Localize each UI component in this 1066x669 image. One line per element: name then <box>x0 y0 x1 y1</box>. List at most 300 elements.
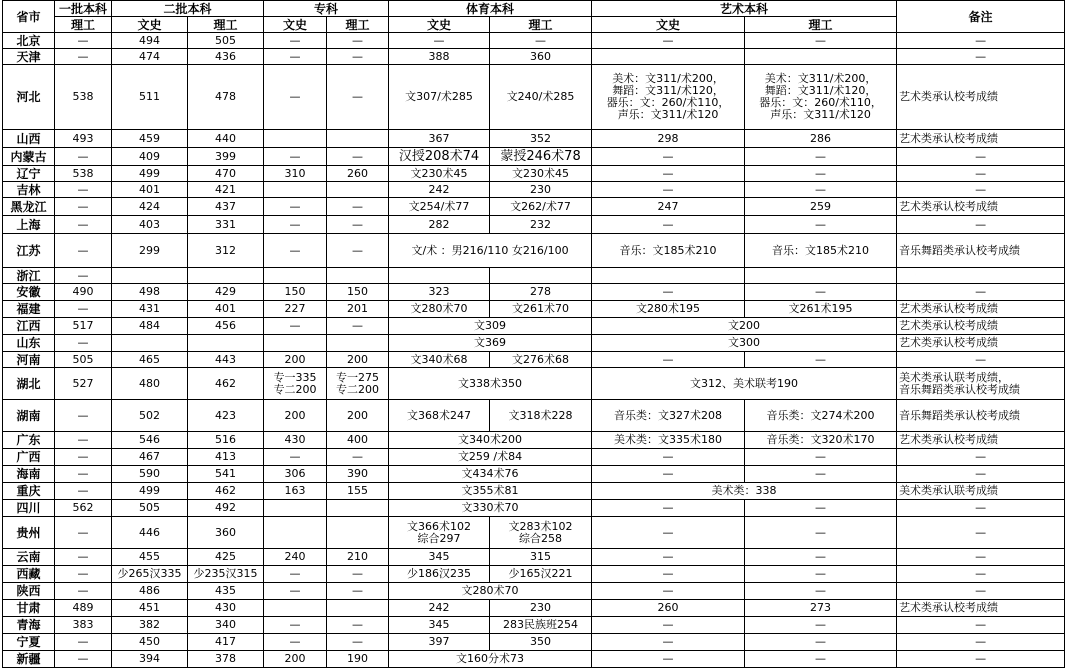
score-cell: — <box>592 352 745 368</box>
province-cell: 黑龙江 <box>3 198 55 216</box>
province-cell: 青海 <box>3 617 55 634</box>
score-cell: — <box>55 651 112 668</box>
score-cell <box>745 268 897 284</box>
score-cell: — <box>592 182 745 198</box>
score-cell: 278 <box>490 284 592 301</box>
subheader-ligong: 理工 <box>188 17 264 33</box>
score-cell: 文254/术77 <box>389 198 490 216</box>
score-cell <box>592 268 745 284</box>
table-row <box>3 216 1065 234</box>
score-cell: — <box>897 216 1065 234</box>
score-cell: 283民族班254 <box>490 617 592 634</box>
score-cell: — <box>55 198 112 216</box>
score-cell: 538 <box>55 166 112 182</box>
score-cell: — <box>327 49 389 65</box>
score-cell: 306 <box>264 466 327 483</box>
score-cell: — <box>745 466 897 483</box>
note-cell: 音乐舞蹈类承认校考成绩 <box>897 234 1065 268</box>
score-cell: — <box>55 148 112 166</box>
score-cell: — <box>592 651 745 668</box>
score-cell: 音乐类：文320术170 <box>745 432 897 449</box>
score-cell: 345 <box>389 617 490 634</box>
score-cell: 492 <box>188 500 264 517</box>
score-cell: — <box>55 549 112 566</box>
score-cell: 493 <box>55 130 112 148</box>
score-cell: 431 <box>112 301 188 318</box>
table-row <box>3 33 1065 49</box>
score-cell: 文366术102 综合297 <box>389 517 490 549</box>
province-cell: 湖南 <box>3 400 55 432</box>
score-cell: — <box>592 466 745 483</box>
score-cell: 298 <box>592 130 745 148</box>
score-cell: 文434术76 <box>389 466 592 483</box>
score-cell: 517 <box>55 318 112 335</box>
score-cell: 516 <box>188 432 264 449</box>
score-cell <box>327 335 389 352</box>
score-cell: 163 <box>264 483 327 500</box>
score-cell: — <box>897 517 1065 549</box>
score-cell: 340 <box>188 617 264 634</box>
score-cell: 少186汉235 <box>389 566 490 583</box>
score-cell: — <box>592 148 745 166</box>
score-cell: 文369 <box>389 335 592 352</box>
table-row <box>3 318 1065 335</box>
score-cell: 505 <box>55 352 112 368</box>
score-cell: 390 <box>327 466 389 483</box>
score-cell: — <box>55 466 112 483</box>
second-batch-header: 二批本科 <box>112 1 264 17</box>
score-cell: — <box>264 234 327 268</box>
score-cell <box>264 182 327 198</box>
score-cell: 282 <box>389 216 490 234</box>
score-cell <box>327 600 389 617</box>
score-cell <box>327 130 389 148</box>
province-cell: 陕西 <box>3 583 55 600</box>
score-cell: 360 <box>490 49 592 65</box>
score-cell: — <box>592 617 745 634</box>
score-cell: — <box>897 449 1065 466</box>
score-cell: — <box>745 352 897 368</box>
province-cell: 湖北 <box>3 368 55 400</box>
province-cell: 福建 <box>3 301 55 318</box>
province-cell: 浙江 <box>3 268 55 284</box>
score-cell <box>490 268 592 284</box>
score-cell: — <box>592 517 745 549</box>
score-cell: 312 <box>188 234 264 268</box>
score-cell: 350 <box>490 634 592 651</box>
score-cell <box>327 182 389 198</box>
score-cell: 美术：文311/术200， 舞蹈：文311/术120， 器乐：文：260/术110， 声乐：文311/术120 <box>592 65 745 130</box>
score-cell: 541 <box>188 466 264 483</box>
score-cell: — <box>745 583 897 600</box>
score-cell: 400 <box>327 432 389 449</box>
province-cell: 宁夏 <box>3 634 55 651</box>
score-cell: — <box>264 216 327 234</box>
note-cell: 艺术类承认校考成绩 <box>897 318 1065 335</box>
score-cell: 352 <box>490 130 592 148</box>
subheader-wenshi: 文史 <box>592 17 745 33</box>
province-cell: 广西 <box>3 449 55 466</box>
score-cell: — <box>745 449 897 466</box>
score-cell: — <box>592 634 745 651</box>
score-cell: 465 <box>112 352 188 368</box>
score-cell: 462 <box>188 368 264 400</box>
score-cell: — <box>264 318 327 335</box>
table-row <box>3 583 1065 600</box>
score-cell: 462 <box>188 483 264 500</box>
score-cell: — <box>327 234 389 268</box>
score-cell: 527 <box>55 368 112 400</box>
table-row <box>3 268 1065 284</box>
score-cell: — <box>745 33 897 49</box>
score-cell: — <box>55 234 112 268</box>
score-cell: 273 <box>745 600 897 617</box>
score-cell: 蒙授246术78 <box>490 148 592 166</box>
score-cell: 专一275 专二200 <box>327 368 389 400</box>
score-cell: — <box>264 583 327 600</box>
province-header: 省市 <box>3 1 55 33</box>
score-cell <box>327 500 389 517</box>
score-cell: 文309 <box>389 318 592 335</box>
score-cell: 538 <box>55 65 112 130</box>
table-row <box>3 335 1065 352</box>
score-cell: — <box>327 318 389 335</box>
score-cell: 562 <box>55 500 112 517</box>
score-cell: 383 <box>55 617 112 634</box>
score-cell: — <box>264 65 327 130</box>
score-cell: 259 <box>745 198 897 216</box>
score-cell: — <box>389 33 490 49</box>
score-cell: 文307/术285 <box>389 65 490 130</box>
note-cell: 艺术类承认校考成绩 <box>897 301 1065 318</box>
sports-header: 体育本科 <box>389 1 592 17</box>
score-cell: 200 <box>264 352 327 368</box>
score-cell <box>745 49 897 65</box>
score-cell: 文160分术73 <box>389 651 592 668</box>
score-cell <box>592 49 745 65</box>
score-cell: 240 <box>264 549 327 566</box>
table-row <box>3 651 1065 668</box>
score-cell: — <box>745 549 897 566</box>
province-cell: 江苏 <box>3 234 55 268</box>
province-cell: 北京 <box>3 33 55 49</box>
score-cell: — <box>55 182 112 198</box>
table-row <box>3 166 1065 182</box>
score-cell: — <box>55 335 112 352</box>
score-cell: — <box>592 33 745 49</box>
score-cell: — <box>897 617 1065 634</box>
score-cell: — <box>55 268 112 284</box>
province-cell: 河北 <box>3 65 55 130</box>
score-cell: — <box>745 284 897 301</box>
score-cell: 286 <box>745 130 897 148</box>
score-cell: 210 <box>327 549 389 566</box>
score-cell <box>112 335 188 352</box>
score-cell: 505 <box>112 500 188 517</box>
score-cell: 文240/术285 <box>490 65 592 130</box>
score-cell: 436 <box>188 49 264 65</box>
first-batch-header: 一批本科 <box>55 1 112 17</box>
score-cell: 文283术102 综合258 <box>490 517 592 549</box>
score-cell: 汉授208术74 <box>389 148 490 166</box>
table-row <box>3 600 1065 617</box>
score-cell: — <box>264 617 327 634</box>
score-cell: 323 <box>389 284 490 301</box>
table-row <box>3 634 1065 651</box>
arts-header: 艺术本科 <box>592 1 897 17</box>
score-cell: 546 <box>112 432 188 449</box>
score-cell: — <box>55 449 112 466</box>
score-cell: 文368术247 <box>389 400 490 432</box>
score-cell <box>264 130 327 148</box>
score-cell: — <box>327 566 389 583</box>
score-cell: — <box>327 617 389 634</box>
score-cell: 242 <box>389 600 490 617</box>
score-cell: — <box>897 634 1065 651</box>
subheader-ligong: 理工 <box>490 17 592 33</box>
score-cell: 专一335 专二200 <box>264 368 327 400</box>
score-cell: 音乐：文185术210 <box>592 234 745 268</box>
score-cell: — <box>592 566 745 583</box>
score-cell: 文355术81 <box>389 483 592 500</box>
note-header: 备注 <box>897 1 1065 33</box>
score-cell <box>264 500 327 517</box>
score-cell <box>897 268 1065 284</box>
score-cell: — <box>327 449 389 466</box>
score-cell: 文261术70 <box>490 301 592 318</box>
score-cell: 430 <box>188 600 264 617</box>
province-cell: 山西 <box>3 130 55 148</box>
table-body <box>3 33 1065 668</box>
province-cell: 吉林 <box>3 182 55 198</box>
score-cell <box>327 517 389 549</box>
province-cell: 西藏 <box>3 566 55 583</box>
score-cell: — <box>327 198 389 216</box>
province-cell: 河南 <box>3 352 55 368</box>
score-cell: — <box>327 148 389 166</box>
score-cell: 230 <box>490 182 592 198</box>
score-cell: — <box>327 65 389 130</box>
score-cell: 409 <box>112 148 188 166</box>
score-cell: — <box>264 33 327 49</box>
score-cell: 文300 <box>592 335 897 352</box>
score-cell: 490 <box>55 284 112 301</box>
score-cell: — <box>490 33 592 49</box>
score-cell: — <box>745 182 897 198</box>
score-cell: 440 <box>188 130 264 148</box>
score-cell <box>264 268 327 284</box>
score-cell <box>264 335 327 352</box>
score-cell: — <box>897 500 1065 517</box>
note-cell: 美术类承认联考成绩 <box>897 483 1065 500</box>
score-cell: — <box>897 352 1065 368</box>
score-cell: — <box>264 634 327 651</box>
score-cell: 200 <box>264 400 327 432</box>
province-cell: 甘肃 <box>3 600 55 617</box>
score-cell: 470 <box>188 166 264 182</box>
score-cell: — <box>55 483 112 500</box>
score-cell: 音乐类：文274术200 <box>745 400 897 432</box>
score-cell: — <box>897 166 1065 182</box>
province-cell: 新疆 <box>3 651 55 668</box>
score-cell: — <box>897 583 1065 600</box>
score-cell: — <box>897 148 1065 166</box>
table-row <box>3 517 1065 549</box>
score-cell: — <box>745 617 897 634</box>
score-cell: — <box>327 33 389 49</box>
score-cell: 260 <box>592 600 745 617</box>
score-cell: — <box>327 216 389 234</box>
note-cell: 美术类承认联考成绩， 音乐舞蹈类承认校考成绩 <box>897 368 1065 400</box>
score-cell: 435 <box>188 583 264 600</box>
score-cell: 446 <box>112 517 188 549</box>
score-cell <box>264 517 327 549</box>
score-cell: 499 <box>112 166 188 182</box>
score-cell: 299 <box>112 234 188 268</box>
score-cell: 430 <box>264 432 327 449</box>
score-cell: 478 <box>188 65 264 130</box>
note-cell: 艺术类承认校考成绩 <box>897 198 1065 216</box>
score-cell: 467 <box>112 449 188 466</box>
score-cell: 397 <box>389 634 490 651</box>
subheader-ligong: 理工 <box>327 17 389 33</box>
score-cell: 文280术195 <box>592 301 745 318</box>
score-cell: — <box>55 517 112 549</box>
score-cell: — <box>897 284 1065 301</box>
province-cell: 辽宁 <box>3 166 55 182</box>
score-cell: — <box>264 148 327 166</box>
score-cell: 音乐：文185术210 <box>745 234 897 268</box>
score-cell: 425 <box>188 549 264 566</box>
score-cell: 345 <box>389 549 490 566</box>
score-cell: — <box>55 33 112 49</box>
score-cell: — <box>592 216 745 234</box>
score-cell: 230 <box>490 600 592 617</box>
table-row <box>3 148 1065 166</box>
score-cell: — <box>592 166 745 182</box>
score-cell <box>112 268 188 284</box>
score-cell: — <box>55 301 112 318</box>
score-cell: — <box>897 651 1065 668</box>
subheader-wenshi: 文史 <box>389 17 490 33</box>
score-cell: 232 <box>490 216 592 234</box>
score-cell: — <box>592 583 745 600</box>
province-cell: 天津 <box>3 49 55 65</box>
score-cell: 394 <box>112 651 188 668</box>
score-cell <box>327 268 389 284</box>
table-row <box>3 284 1065 301</box>
score-cell: — <box>745 148 897 166</box>
score-cell: 美术：文311/术200， 舞蹈：文311/术120， 器乐：文：260/术110， 声乐：文311/术120 <box>745 65 897 130</box>
score-cell: 367 <box>389 130 490 148</box>
province-cell: 广东 <box>3 432 55 449</box>
score-cell: — <box>55 566 112 583</box>
score-cell: 451 <box>112 600 188 617</box>
score-cell: 502 <box>112 400 188 432</box>
score-cell: 文338术350 <box>389 368 592 400</box>
province-cell: 山东 <box>3 335 55 352</box>
table-row <box>3 130 1065 148</box>
note-cell: 艺术类承认校考成绩 <box>897 130 1065 148</box>
table-row <box>3 483 1065 500</box>
score-cell: 文280术70 <box>389 301 490 318</box>
score-cell: 文318术228 <box>490 400 592 432</box>
score-cell: — <box>897 466 1065 483</box>
score-cell: 417 <box>188 634 264 651</box>
subheader-wenshi: 文史 <box>264 17 327 33</box>
score-cell: 459 <box>112 130 188 148</box>
score-cell: 310 <box>264 166 327 182</box>
score-cell: — <box>897 33 1065 49</box>
score-cell: 429 <box>188 284 264 301</box>
table-row <box>3 466 1065 483</box>
score-cell: 378 <box>188 651 264 668</box>
table-row <box>3 368 1065 400</box>
province-cell: 江西 <box>3 318 55 335</box>
score-cell: 360 <box>188 517 264 549</box>
table-row <box>3 432 1065 449</box>
score-cell: — <box>592 500 745 517</box>
table-row <box>3 549 1065 566</box>
province-cell: 四川 <box>3 500 55 517</box>
note-cell: 艺术类承认校考成绩 <box>897 65 1065 130</box>
note-cell: 艺术类承认校考成绩 <box>897 600 1065 617</box>
score-cell <box>188 335 264 352</box>
score-cell: 331 <box>188 216 264 234</box>
score-cell: — <box>897 182 1065 198</box>
score-cell: 文261术195 <box>745 301 897 318</box>
zhuanke-header: 专科 <box>264 1 389 17</box>
score-cell: 文340术68 <box>389 352 490 368</box>
note-cell: 艺术类承认校考成绩 <box>897 335 1065 352</box>
score-cell: 美术类：文335术180 <box>592 432 745 449</box>
score-cell: 190 <box>327 651 389 668</box>
score-cell: 401 <box>188 301 264 318</box>
score-cell: 227 <box>264 301 327 318</box>
score-cell: — <box>745 166 897 182</box>
score-cell: — <box>897 49 1065 65</box>
score-cell: 590 <box>112 466 188 483</box>
score-cell: — <box>745 634 897 651</box>
score-cell: — <box>592 549 745 566</box>
score-cell: — <box>55 432 112 449</box>
province-cell: 上海 <box>3 216 55 234</box>
table-row <box>3 400 1065 432</box>
score-cell: 200 <box>264 651 327 668</box>
score-cell: 少235汉315 <box>188 566 264 583</box>
note-cell: 音乐舞蹈类承认校考成绩 <box>897 400 1065 432</box>
table-row <box>3 617 1065 634</box>
province-cell: 贵州 <box>3 517 55 549</box>
table-row <box>3 566 1065 583</box>
score-cell: 文259 /术84 <box>389 449 592 466</box>
score-cell: — <box>745 517 897 549</box>
score-cell: 456 <box>188 318 264 335</box>
table-row <box>3 49 1065 65</box>
score-cell: — <box>745 216 897 234</box>
score-cell: 音乐类：文327术208 <box>592 400 745 432</box>
score-cell: 155 <box>327 483 389 500</box>
score-cell: 242 <box>389 182 490 198</box>
province-cell: 海南 <box>3 466 55 483</box>
score-cell: 文200 <box>592 318 897 335</box>
score-cell: 399 <box>188 148 264 166</box>
score-cell: — <box>745 500 897 517</box>
score-cell: 421 <box>188 182 264 198</box>
score-cell: — <box>745 651 897 668</box>
subheader-wenshi: 文史 <box>112 17 188 33</box>
score-cell <box>264 600 327 617</box>
